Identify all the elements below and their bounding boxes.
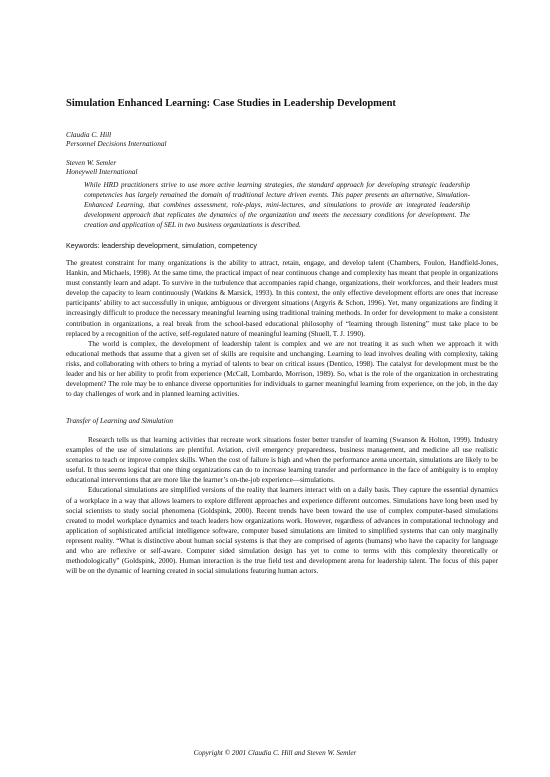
paper-title: Simulation Enhanced Learning: Case Studies in Leadership Development bbox=[66, 98, 396, 109]
author-affiliation: Honeywell International bbox=[66, 167, 138, 176]
section-body bbox=[66, 435, 498, 576]
introduction-body bbox=[66, 258, 498, 399]
body-paragraph: Research tells us that learning activities that recreate work situations foster better transfer of learning (Swanson & Holton, 1999). Industry examples of the use of simulations are plentiful. Aviation, civil emergency preparedness, business management, and medicine all use realistic scenarios to teach or improve complex skills. When the cost of failure is high and when the performance arena uncertain, simulations are likely to be useful. It thus seems logical that one thing organizations can do to increase learning transfer and performance in the face of ambiguity is to employ educational interventions that are more like the learner’s on-the-job experience—simulations. bbox=[66, 436, 498, 485]
author-affiliation: Personnel Decisions International bbox=[66, 139, 167, 148]
author-name: Claudia C. Hill bbox=[66, 130, 112, 139]
section-heading: Transfer of Learning and Simulation bbox=[66, 416, 174, 425]
body-paragraph: The greatest constraint for many organizations is the ability to attract, retain, engage, and develop talent (Chambers, Foulon, Handfield-Jones, Hankin, and Michaels, 1998). At the same time, the practical impact of near continuous change and complexity has meant that people in organizations must constantly learn and adapt. To survive in the turbulence that accompanies rapid change, organizations, their workforces, and their leaders must develop the capacity to learn continuously (Watkins & Marsick, 1993). In this context, the only effective development efforts are ones that increase participants’ ability to act successfully in unique, ambiguous or divergent situations (Argyris & Schon, 1996). Yet, many organizations are finding it increasingly difficult to produce the necessary meaningful learning using traditional training methods. In order for development to make a consistent contribution in organizations, a real break from the school-based educational philosophy of “learning through listening” must take place to be replaced by a recognition of the active, self-regulated nature of meaningful learning (Shuell, T. J. 1990). bbox=[66, 259, 498, 338]
author-name: Steven W. Semler bbox=[66, 158, 117, 167]
copyright-footer: Copyright © 2001 Claudia C. Hill and Steven W. Semler bbox=[193, 749, 357, 757]
keywords: Keywords: leadership development, simulation, competency bbox=[66, 241, 257, 250]
body-paragraph: The world is complex, the development of leadership talent is complex and we are not treating it as such when we approach it with educational methods that assume that a given set of skills are requisite and unchanging. Learning to lead involves dealing with complexity, taking risks, and collaborating with others to bring a myriad of talents to bear on critical issues (Dentico, 1998). The catalyst for development must be the leader and his or her ability to profit from experience (McCall, Lombardo, Morrison, 1989). So, what is the role of the organization in orchestrating development? The role may be to enhance diverse opportunities for individuals to garner meaningful learning from experience, on the job, in the day to day challenges of work and in planned learning activities. bbox=[66, 339, 498, 399]
abstract: While HRD practitioners strive to use more active learning strategies, the standard approach for developing strategic leadership competencies has largely remained the domain of traditional lecture driven events. This paper presents an alternative, Simulation-Enhanced Learning, that combines assessment, role-plays, mini-lectures, and simulations to provide an integrated leadership development approach that replicates the dynamics of the organization and meets the necessary conditions for development. The creation and application of SEL in two business organizations is described. bbox=[84, 181, 470, 230]
body-paragraph: Educational simulations are simplified versions of the reality that learners interact with on a daily basis. They capture the essential dynamics of a workplace in a way that allows learners to explore different approaches and experience different outcomes. Simulations have long been used by social scientists to study social phenomena (Goldspink, 2000). Recent trends have been toward the use of complex computer-based simulations created to model workplace dynamics and teach leaders how organizations work. However, regardless of advances in computational technology and application of sophisticated artificial intelligence software, computer based simulations are limited to simplified systems that can only marginally represent reality. “What is distinctive about human social systems is that they are comprised of agents (humans) who have the capacity for language and who are reflexive or self-aware. Computer sided simulation design has yet to come to terms with this complexity theoretically or methodologically” (Goldspink, 2000). Human interaction is the true field test and development arena for leadership talent. The focus of this paper will be on the dynamic of learning created in social simulations featuring human actors. bbox=[66, 486, 498, 576]
